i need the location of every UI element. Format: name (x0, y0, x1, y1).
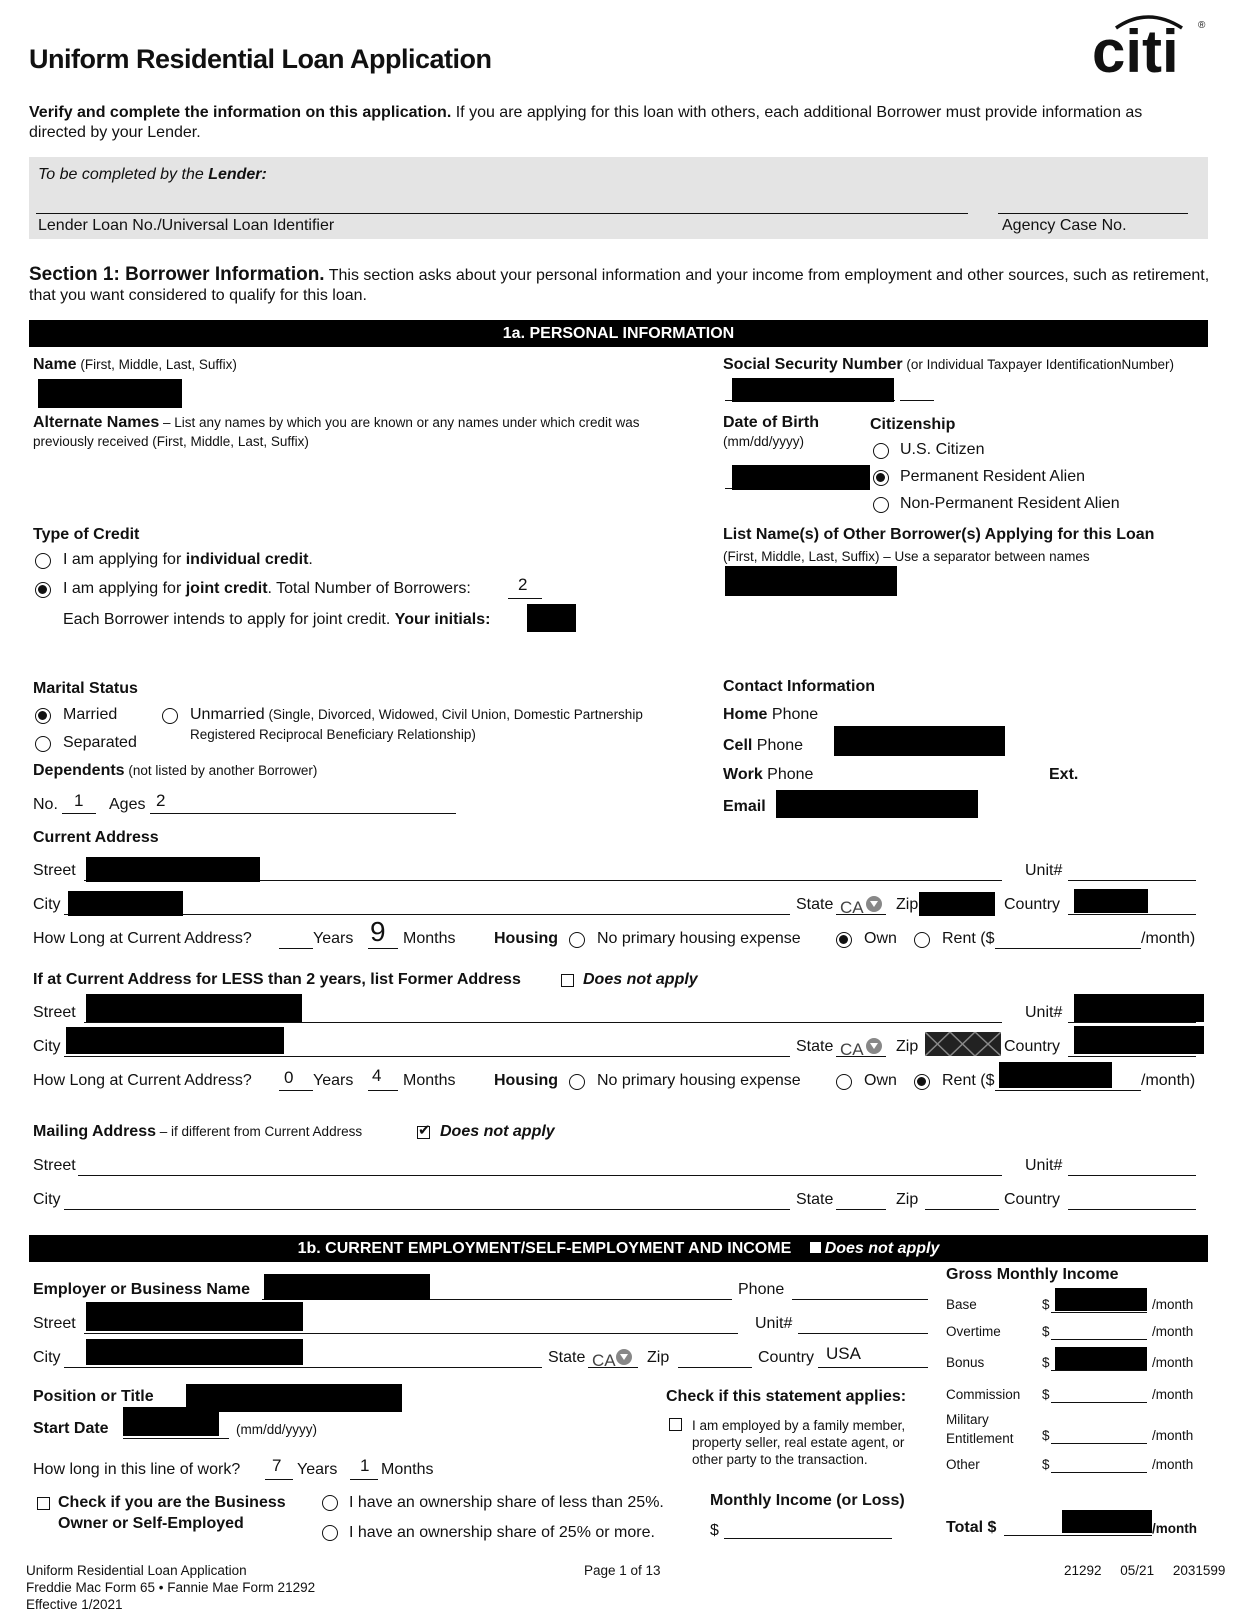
fmr-no-expense-label: No primary housing expense (597, 1072, 801, 1089)
income-overtime-line[interactable] (1051, 1339, 1147, 1340)
fmr-months-value: 4 (372, 1066, 382, 1085)
mail-zip-line[interactable] (925, 1209, 999, 1210)
fmr-country-redacted[interactable] (1074, 1026, 1204, 1054)
radio-own-more-25[interactable] (322, 1525, 338, 1541)
mailing-does-not-apply: Does not apply (440, 1123, 555, 1140)
fmr-zip-label: Zip (896, 1038, 919, 1055)
emp-phone-label: Phone (738, 1281, 785, 1298)
income-commission-permonth: /month (1152, 1387, 1194, 1402)
section1-text1: This section asks about your personal information and your income from employment and other sources, such as retirement, (324, 267, 1210, 284)
agency-line[interactable] (998, 213, 1188, 214)
alt-names-hint: – List any names by which you are known or any names under which credit was (159, 415, 640, 430)
fmr-months-line[interactable] (368, 1090, 398, 1091)
loan-no-label: Lender Loan No./Universal Loan Identifier (38, 217, 335, 234)
mailing-hint: – if different from Current Address (155, 1124, 363, 1139)
joint-bold: joint credit (185, 580, 268, 597)
initials-bold: Your initials: (394, 611, 491, 628)
emp-state-value[interactable]: CA (592, 1351, 616, 1370)
fmr-rent-redacted[interactable] (999, 1062, 1112, 1088)
borrowers-count-line[interactable] (508, 598, 542, 599)
dob-redacted[interactable] (732, 465, 870, 490)
mailing-label-text: Mailing Address (33, 1123, 156, 1140)
income-total-redacted[interactable] (1062, 1510, 1152, 1533)
citizenship-us: U.S. Citizen (900, 441, 985, 458)
name-redacted[interactable] (38, 379, 182, 408)
fmr-per-month: /month) (1141, 1072, 1196, 1089)
emp-city-redacted[interactable] (86, 1339, 303, 1365)
emp-country-value: USA (826, 1344, 861, 1363)
marital-label: Marital Status (33, 680, 138, 697)
cur-months-label: Months (403, 930, 456, 947)
emp-country-line[interactable] (818, 1367, 928, 1368)
name-hint: (First, Middle, Last, Suffix) (76, 357, 237, 372)
income-bonus-dollar: $ (1042, 1355, 1050, 1370)
income-overtime-dollar: $ (1042, 1324, 1050, 1339)
mail-city-label: City (33, 1191, 61, 1208)
home-phone-word: Phone (767, 706, 819, 723)
radio-cur-rent[interactable] (914, 932, 930, 948)
position-label: Position or Title (33, 1388, 154, 1405)
cur-zip-redacted[interactable] (919, 892, 995, 916)
start-date-label: Start Date (33, 1420, 109, 1437)
dob-hint: (mm/dd/yyyy) (723, 434, 804, 449)
family-line2: property seller, real estate agent, or (692, 1435, 905, 1450)
mail-street-line[interactable] (78, 1175, 1002, 1176)
emp-street-line[interactable] (84, 1333, 738, 1334)
employer-redacted[interactable] (264, 1274, 430, 1300)
lender-box-label (38, 166, 267, 184)
cur-state-value[interactable]: CA (840, 898, 864, 917)
lender-prefix: To be completed by the (38, 166, 209, 183)
ind-post: . (308, 551, 313, 568)
employment-bar-text: 1b. CURRENT EMPLOYMENT/SELF-EMPLOYMENT AND INCOME (297, 1240, 792, 1257)
mail-country-line[interactable] (1068, 1209, 1196, 1210)
income-overtime-label: Overtime (946, 1324, 1001, 1339)
radio-non-permanent[interactable] (873, 497, 889, 513)
family-line3: other party to the transaction. (692, 1452, 868, 1467)
radio-fmr-own[interactable] (836, 1074, 852, 1090)
radio-married[interactable] (35, 708, 51, 724)
dependents-no-label: No. (33, 796, 58, 813)
mailing-address-label (33, 1123, 362, 1141)
fmr-state-value[interactable]: CA (840, 1040, 864, 1059)
work-bold: Work (723, 766, 763, 783)
cur-country-line[interactable] (1068, 914, 1196, 915)
work-phone-word: Phone (762, 766, 814, 783)
cur-street-label: Street (33, 862, 76, 879)
business-owner-line2: Owner or Self-Employed (58, 1515, 244, 1532)
home-phone-label (723, 706, 818, 724)
fmr-years-value: 0 (284, 1068, 294, 1087)
fmr-housing-label: Housing (494, 1072, 558, 1089)
cur-state-label: State (796, 896, 834, 913)
footer-line2: Freddie Mac Form 65 • Fannie Mae Form 21292 (26, 1580, 316, 1595)
intro-line2: directed by your Lender. (29, 124, 201, 141)
line-of-work-label: How long in this line of work? (33, 1461, 241, 1478)
income-bonus-redacted[interactable] (1055, 1347, 1147, 1370)
cur-years-line[interactable] (279, 948, 313, 949)
fmr-rent-label: Rent ($ (942, 1072, 995, 1089)
income-base-redacted[interactable] (1055, 1288, 1147, 1311)
low-years-line[interactable] (265, 1479, 293, 1480)
dependents-no: 1 (74, 791, 84, 810)
emp-city-line[interactable] (64, 1367, 542, 1368)
income-military-label1: Military (946, 1412, 989, 1427)
income-base-label: Base (946, 1297, 977, 1312)
fmr-state-dropdown-icon[interactable] (866, 1038, 882, 1054)
family-line1: I am employed by a family member, (692, 1418, 906, 1433)
fmr-state-label: State (796, 1038, 834, 1055)
email-redacted[interactable] (776, 790, 978, 818)
fmr-howlong-label: How Long at Current Address? (33, 1072, 252, 1089)
start-date-hint: (mm/dd/yyyy) (236, 1422, 317, 1437)
cur-months-line[interactable] (368, 948, 398, 949)
alt-names-label (33, 414, 640, 432)
mail-unit-line[interactable] (1068, 1175, 1196, 1176)
mail-state-line[interactable] (836, 1209, 886, 1210)
mail-country-label: Country (1004, 1191, 1061, 1208)
alt-names-label-text: Alternate Names (33, 414, 160, 431)
footer-line1: Uniform Residential Loan Application (26, 1563, 247, 1578)
radio-cur-no-expense[interactable] (569, 932, 585, 948)
radio-own-less-25[interactable] (322, 1495, 338, 1511)
income-military-dollar: $ (1042, 1428, 1050, 1443)
low-months-value: 1 (360, 1456, 370, 1475)
intro-bold: Verify and complete the information on this application. (29, 104, 452, 121)
dependents-ages: 2 (156, 791, 166, 810)
income-overtime-permonth: /month (1152, 1324, 1194, 1339)
income-military-label2: Entitlement (946, 1431, 1014, 1446)
fmr-country-line[interactable] (1068, 1056, 1196, 1057)
citizenship-label: Citizenship (870, 416, 956, 433)
emp-unit-line[interactable] (798, 1333, 928, 1334)
cur-city-label: City (33, 896, 61, 913)
radio-permanent-resident[interactable] (873, 470, 889, 486)
emp-street-label: Street (33, 1315, 76, 1332)
cell-phone-word: Phone (752, 737, 804, 754)
monthly-income-line[interactable] (724, 1538, 892, 1539)
dependents-no-line[interactable] (62, 813, 96, 814)
mail-unit-label: Unit# (1025, 1157, 1063, 1174)
emp-unit-label: Unit# (755, 1315, 793, 1332)
fmr-zip-redacted[interactable] (925, 1032, 1001, 1056)
start-date-redacted[interactable] (123, 1407, 219, 1436)
intro-rest: If you are applying for this loan with others, each additional Borrower must provide information as (451, 104, 1143, 121)
emp-state-dropdown-icon[interactable] (616, 1349, 632, 1365)
income-bonus-line[interactable] (1051, 1370, 1147, 1371)
mail-street-label: Street (33, 1157, 76, 1174)
mail-state-label: State (796, 1191, 834, 1208)
joint-post: . Total Number of Borrowers: (267, 580, 471, 597)
own-more-label: I have an ownership share of 25% or more. (349, 1524, 655, 1541)
radio-cur-own[interactable] (836, 932, 852, 948)
mail-zip-label: Zip (896, 1191, 919, 1208)
home-bold: Home (723, 706, 768, 723)
fmr-street-line[interactable] (84, 1022, 1002, 1023)
lender-word: Lender: (208, 166, 267, 183)
section1-text2: that you want considered to qualify for this loan. (29, 287, 367, 304)
income-military-line[interactable] (1051, 1443, 1147, 1444)
cur-years-label: Years (313, 930, 354, 947)
cur-street-redacted[interactable] (86, 857, 260, 882)
citizenship-non-permanent: Non-Permanent Resident Alien (900, 495, 1120, 512)
fmr-months-label: Months (403, 1072, 456, 1089)
cur-howlong-label: How Long at Current Address? (33, 930, 252, 947)
loan-no-line[interactable] (36, 213, 968, 214)
footer-page: Page 1 of 13 (584, 1563, 661, 1578)
income-commission-label: Commission (946, 1387, 1021, 1402)
dependents-hint: (not listed by another Borrower) (124, 763, 318, 778)
current-address-label: Current Address (33, 829, 159, 846)
radio-individual-credit[interactable] (35, 553, 51, 569)
fmr-rent-line[interactable] (995, 1090, 1141, 1091)
cur-own-label: Own (864, 930, 897, 947)
cur-state-dropdown-icon[interactable] (866, 896, 882, 912)
family-member-checkbox[interactable] (669, 1418, 682, 1431)
low-months-label: Months (381, 1461, 434, 1478)
footer-code: 21292 05/21 2031599 (1064, 1563, 1226, 1578)
unmarried-text: Unmarried (190, 706, 265, 723)
dependents-label-text: Dependents (33, 762, 125, 779)
income-total-label: Total $ (946, 1519, 997, 1536)
cur-rent-label: Rent ($ (942, 930, 995, 947)
unmarried-label (190, 706, 643, 724)
cell-bold: Cell (723, 737, 753, 754)
personal-info-bar: 1a. PERSONAL INFORMATION (29, 320, 1208, 347)
cell-phone-label (723, 737, 803, 755)
cur-country-label: Country (1004, 896, 1061, 913)
income-total-line[interactable] (1004, 1535, 1152, 1536)
section1-heading (29, 264, 1209, 286)
fmr-street-label: Street (33, 1004, 76, 1021)
unmarried-hint: (Single, Divorced, Widowed, Civil Union, Domestic Partnership (264, 707, 643, 722)
cur-city-redacted[interactable] (68, 891, 183, 916)
email-label: Email (723, 798, 766, 815)
cur-months-value: 9 (370, 916, 386, 947)
dob-label: Date of Birth (723, 414, 819, 431)
unmarried-hint2: Registered Reciprocal Beneficiary Relationship) (190, 727, 476, 742)
footer-line3: Effective 1/2021 (26, 1597, 123, 1612)
cur-unit-label: Unit# (1025, 862, 1063, 879)
name-label (33, 356, 237, 374)
citizenship-permanent: Permanent Resident Alien (900, 468, 1085, 485)
income-other-dollar: $ (1042, 1457, 1050, 1472)
emp-state-label: State (548, 1349, 586, 1366)
initials-redacted[interactable] (527, 604, 576, 632)
ssn-hint: (or Individual Taxpayer IdentificationNumber) (902, 357, 1175, 372)
individual-credit-text (63, 551, 313, 569)
income-base-permonth: /month (1152, 1297, 1194, 1312)
income-other-line[interactable] (1051, 1472, 1147, 1473)
radio-unmarried[interactable] (162, 708, 178, 724)
emp-zip-line[interactable] (678, 1367, 752, 1368)
business-owner-line1: Check if you are the Business (58, 1494, 286, 1511)
cur-per-month: /month) (1141, 930, 1196, 947)
employment-does-not-apply: Does not apply (824, 1240, 940, 1257)
monthly-dollar: $ (710, 1522, 719, 1539)
emp-country-label: Country (758, 1349, 815, 1366)
fmr-unit-label: Unit# (1025, 1004, 1063, 1021)
initials-text (63, 611, 490, 629)
form-title: Uniform Residential Loan Application (29, 44, 492, 74)
income-bonus-label: Bonus (946, 1355, 985, 1370)
radio-fmr-no-expense[interactable] (569, 1074, 585, 1090)
initials-pre: Each Borrower intends to apply for joint credit. (63, 611, 395, 628)
income-base-line[interactable] (1051, 1312, 1147, 1313)
own-less-label: I have an ownership share of less than 25%. (349, 1494, 664, 1511)
svg-text:®: ® (1198, 20, 1206, 31)
cell-phone-redacted[interactable] (834, 726, 1005, 756)
dependents-ages-label: Ages (109, 796, 146, 813)
cur-zip-label: Zip (896, 896, 919, 913)
mailing-does-not-apply-checkbox[interactable] (417, 1126, 430, 1139)
fmr-zip-crosshatch-icon (925, 1032, 1001, 1056)
radio-joint-credit[interactable] (35, 582, 51, 598)
former-address-label: If at Current Address for LESS than 2 years, list Former Address (33, 971, 521, 988)
ext-label: Ext. (1049, 766, 1079, 783)
citi-logo-text: citi (1092, 18, 1179, 78)
cur-no-expense-label: No primary housing expense (597, 930, 801, 947)
radio-us-citizen[interactable] (873, 443, 889, 459)
credit-type-label: Type of Credit (33, 526, 140, 543)
income-base-dollar: $ (1042, 1297, 1050, 1312)
income-commission-dollar: $ (1042, 1387, 1050, 1402)
other-borrowers-hint: (First, Middle, Last, Suffix) – Use a separator between names (723, 549, 1090, 564)
intro-text (29, 104, 1142, 122)
cur-housing-label: Housing (494, 930, 558, 947)
former-does-not-apply-checkbox[interactable] (561, 974, 574, 987)
monthly-income-label: Monthly Income (or Loss) (710, 1492, 905, 1509)
income-other-label: Other (946, 1457, 980, 1472)
alt-names-hint2: previously received (First, Middle, Last, Suffix) (33, 434, 309, 449)
ind-pre: I am applying for (63, 551, 186, 568)
fmr-city-line[interactable] (64, 1056, 790, 1057)
ssn-line-2[interactable] (900, 400, 934, 401)
income-other-permonth: /month (1152, 1457, 1194, 1472)
low-years-label: Years (297, 1461, 338, 1478)
employment-does-not-apply-checkbox[interactable] (810, 1242, 821, 1253)
fmr-years-line[interactable] (279, 1090, 313, 1091)
employment-bar (29, 1235, 1208, 1262)
mail-city-line[interactable] (64, 1209, 790, 1210)
employer-label: Employer or Business Name (33, 1281, 250, 1298)
ind-bold: individual credit (185, 551, 309, 568)
emp-city-label: City (33, 1349, 61, 1366)
cur-rent-line[interactable] (995, 948, 1141, 949)
fmr-street-redacted[interactable] (86, 994, 302, 1022)
citi-logo (1090, 6, 1210, 83)
work-phone-label (723, 766, 813, 784)
contact-label: Contact Information (723, 678, 875, 695)
married-label: Married (63, 706, 118, 723)
cur-country-redacted[interactable] (1074, 889, 1148, 913)
separated-label: Separated (63, 734, 137, 751)
section1-title: Section 1: Borrower Information. (29, 264, 325, 285)
borrowers-count: 2 (518, 575, 528, 594)
emp-street-redacted[interactable] (86, 1302, 303, 1331)
joint-pre: I am applying for (63, 580, 186, 597)
fmr-city-label: City (33, 1038, 61, 1055)
fmr-years-label: Years (313, 1072, 354, 1089)
radio-separated[interactable] (35, 736, 51, 752)
gross-income-label: Gross Monthly Income (946, 1266, 1119, 1283)
ssn-label (723, 356, 1174, 374)
ssn-redacted[interactable] (732, 378, 894, 402)
start-date-line[interactable] (123, 1438, 229, 1439)
cur-unit-line[interactable] (1068, 880, 1196, 881)
fmr-own-label: Own (864, 1072, 897, 1089)
dependents-ages-line[interactable] (150, 813, 456, 814)
radio-fmr-rent[interactable] (914, 1074, 930, 1090)
other-borrowers-label: List Name(s) of Other Borrower(s) Applying for this Loan (723, 526, 1155, 543)
check-statement-label: Check if this statement applies: (666, 1388, 907, 1405)
income-commission-line[interactable] (1051, 1402, 1147, 1403)
income-total-permonth: /month (1152, 1521, 1197, 1536)
business-owner-checkbox[interactable] (37, 1497, 50, 1510)
fmr-city-redacted[interactable] (66, 1027, 284, 1054)
low-years-value: 7 (272, 1456, 282, 1475)
emp-phone-line[interactable] (792, 1299, 928, 1300)
agency-label: Agency Case No. (1002, 217, 1127, 234)
dependents-label (33, 762, 317, 780)
citi-logo-graphic (1090, 6, 1210, 78)
fmr-country-label: Country (1004, 1038, 1061, 1055)
low-months-line[interactable] (350, 1479, 378, 1480)
joint-credit-text (63, 580, 471, 598)
former-does-not-apply: Does not apply (583, 971, 698, 988)
other-borrowers-redacted[interactable] (725, 566, 897, 596)
fmr-unit-redacted[interactable] (1074, 994, 1204, 1022)
ssn-label-text: Social Security Number (723, 356, 903, 373)
fmr-unit-line[interactable] (1068, 1022, 1196, 1023)
emp-zip-label: Zip (647, 1349, 670, 1366)
income-bonus-permonth: /month (1152, 1355, 1194, 1370)
name-label-text: Name (33, 356, 77, 373)
income-military-permonth: /month (1152, 1428, 1194, 1443)
